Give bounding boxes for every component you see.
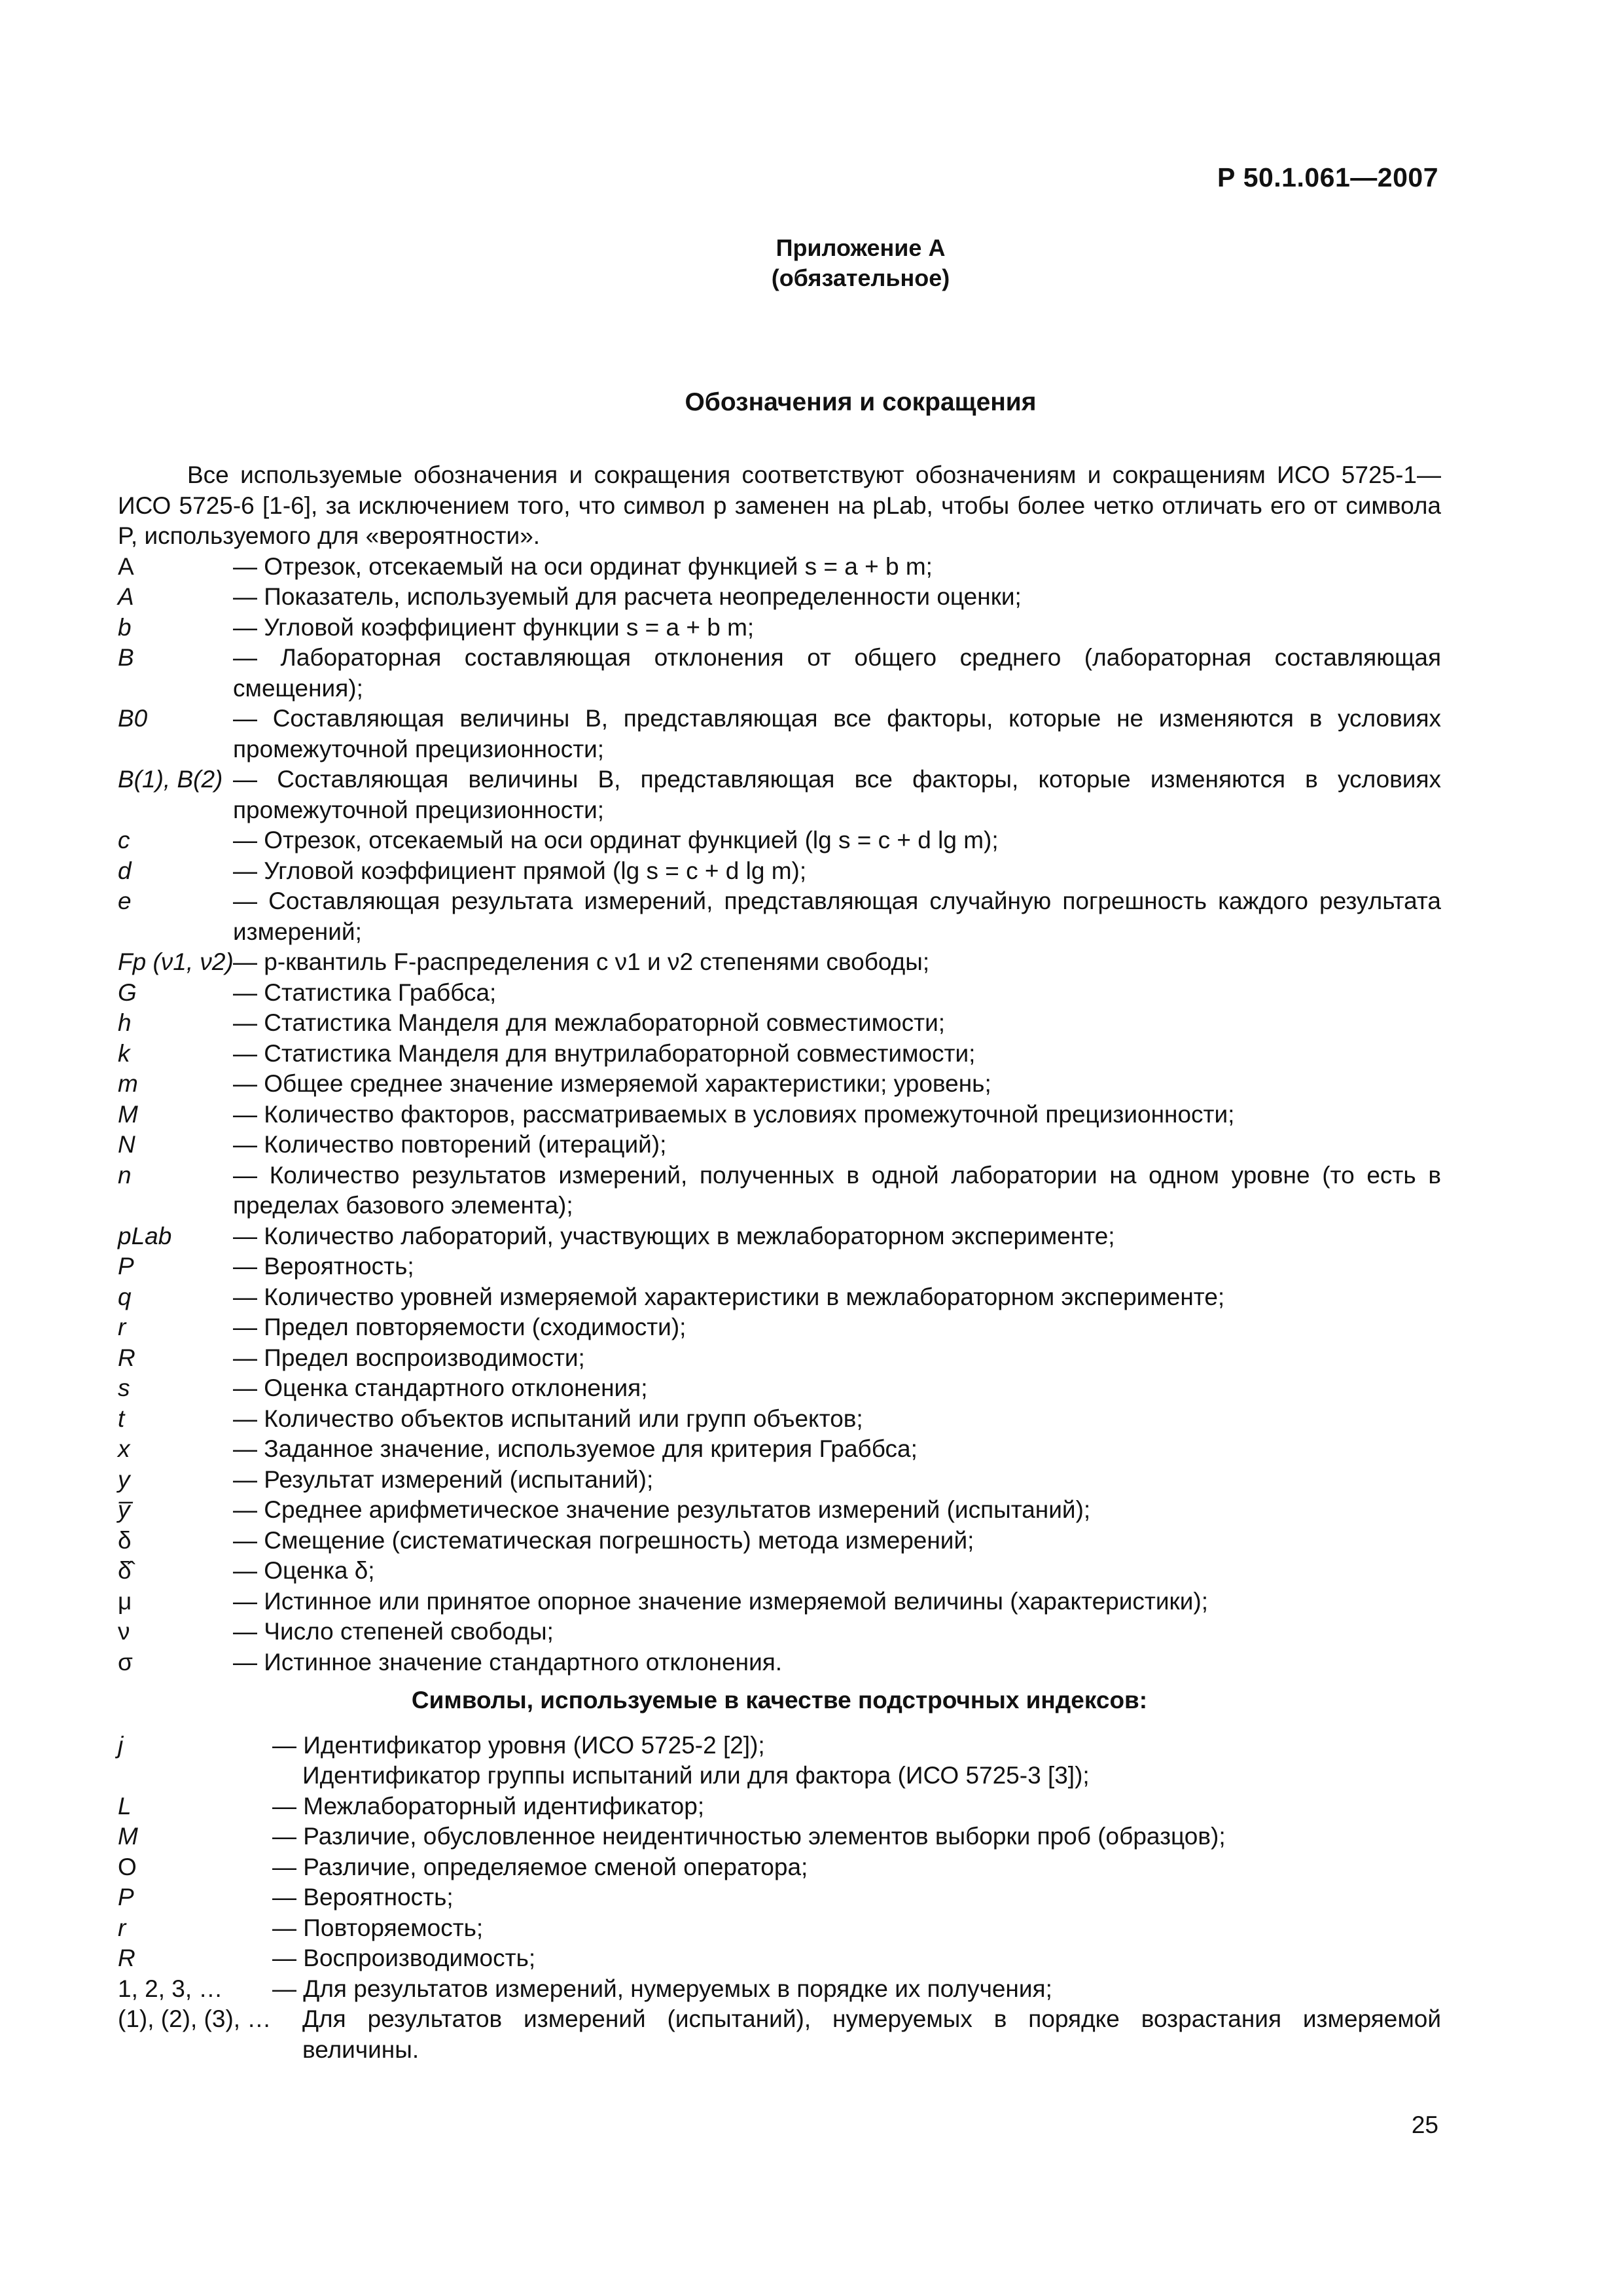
subscript-row	[118, 2004, 1441, 2065]
definition-symbol: y̅	[118, 1496, 130, 1523]
subscript-symbol: O	[118, 1853, 137, 1880]
definition-row	[118, 1434, 1441, 1465]
definition-description: — Количество факторов, рассматриваемых в условиях промежуточной прецизионности;	[233, 1100, 1441, 1130]
definition-row	[118, 1069, 1441, 1100]
definition-description: — Общее среднее значение измеряемой характеристики; уровень;	[233, 1069, 1441, 1100]
subscript-description: Для результатов измерений (испытаний), нумеруемых в порядке возрастания измеряемой величины.	[302, 2005, 1441, 2063]
subscript-symbol: L	[118, 1792, 132, 1820]
document-body	[118, 460, 1441, 2065]
subscript-row	[118, 1821, 1441, 1852]
definition-row	[118, 1312, 1441, 1343]
section-title: Обозначения и сокращения	[685, 388, 1037, 416]
definition-symbol: x	[118, 1435, 130, 1462]
definition-symbol: pLab	[118, 1222, 172, 1249]
definition-description: — Отрезок, отсекаемый на оси ординат функцией (lg s = c + d lg m);	[233, 825, 1441, 856]
definition-description: — Истинное значение стандартного отклонения.	[233, 1647, 1441, 1678]
subscript-description: — Межлабораторный идентификатор;	[272, 1791, 1441, 1822]
intro-paragraph: Все используемые обозначения и сокращения соответствуют обозначениям и сокращениям ИСО 5725-1—ИСО 5725-6 [1-6], за исключением того, что символ p заменен на pLab, чтобы более четко отличать его от символа P, используемого для «вероятности».	[118, 461, 1441, 549]
annex-title: Приложение А	[776, 234, 946, 261]
subscript-description: — Вероятность;	[272, 1882, 1441, 1913]
definition-symbol: B0	[118, 705, 148, 732]
definition-description: — Отрезок, отсекаемый на оси ординат функцией s = a + b m;	[233, 552, 1441, 583]
definition-row	[118, 886, 1441, 947]
definition-row	[118, 643, 1441, 704]
subscripts-heading: Символы, используемые в качестве подстрочных индексов:	[411, 1687, 1148, 1713]
definition-symbol: s	[118, 1374, 130, 1401]
definition-symbol: σ	[118, 1648, 133, 1676]
definition-symbol: n	[118, 1161, 132, 1189]
definition-row	[118, 704, 1441, 764]
definition-description: — Количество лабораторий, участвующих в межлабораторном эксперименте;	[233, 1221, 1441, 1252]
page-number: 25	[1411, 2111, 1438, 2138]
subscript-description: — Воспроизводимость;	[272, 1943, 1441, 1974]
subscript-symbol: j	[118, 1731, 124, 1759]
definition-row	[118, 1647, 1441, 1678]
definition-description: — Заданное значение, используемое для критерия Граббса;	[233, 1434, 1441, 1465]
definition-description: — Статистика Граббса;	[233, 978, 1441, 1009]
definition-row	[118, 1008, 1441, 1039]
definitions-list	[118, 552, 1441, 1678]
subscript-symbol: 1, 2, 3, …	[118, 1975, 223, 2002]
definition-row	[118, 613, 1441, 643]
subscript-description: — Различие, обусловленное неидентичностью элементов выборки проб (образцов);	[272, 1821, 1441, 1852]
definition-symbol: δ	[118, 1526, 132, 1554]
subscript-row	[118, 1852, 1441, 1883]
definition-symbol: B	[118, 644, 134, 671]
subscript-description-extra: Идентификатор группы испытаний или для фактора (ИСО 5725-3 [3]);	[302, 1762, 1090, 1789]
definition-symbol: P	[118, 1253, 134, 1280]
definition-symbol: μ	[118, 1587, 132, 1615]
definition-row	[118, 764, 1441, 825]
definition-row	[118, 978, 1441, 1009]
subscript-symbol: M	[118, 1823, 138, 1850]
definition-symbol: h	[118, 1009, 132, 1036]
definition-description: — Количество объектов испытаний или групп объектов;	[233, 1404, 1441, 1435]
definition-row	[118, 1251, 1441, 1282]
subscript-row	[118, 1791, 1441, 1822]
subscript-description: — Идентификатор уровня (ИСО 5725-2 [2]);	[272, 1731, 1441, 1761]
definition-symbol: M	[118, 1100, 138, 1128]
definition-description: — Число степеней свободы;	[233, 1617, 1441, 1647]
definition-row	[118, 1404, 1441, 1435]
definition-description: — Статистика Манделя для внутрилабораторной совместимости;	[233, 1039, 1441, 1069]
subscript-symbol: P	[118, 1884, 134, 1910]
definition-symbol: G	[118, 978, 137, 1006]
subscript-row	[118, 1943, 1441, 1974]
definition-row	[118, 1100, 1441, 1130]
definition-description: — Лабораторная составляющая отклонения от общего среднего (лабораторная составляющая смещения);	[233, 643, 1441, 704]
definition-description: — Количество результатов измерений, полученных в одной лаборатории на одном уровне (то есть в пределах базового элемента);	[233, 1160, 1441, 1221]
definition-row	[118, 1282, 1441, 1313]
subscript-row	[118, 1913, 1441, 1944]
definition-row	[118, 856, 1441, 887]
definition-row	[118, 1039, 1441, 1069]
subscript-row	[118, 1974, 1441, 2005]
annex-heading	[0, 233, 1623, 293]
definition-description: — Статистика Манделя для межлабораторной совместимости;	[233, 1008, 1441, 1039]
definition-row	[118, 1495, 1441, 1526]
subscript-row	[118, 1882, 1441, 1913]
standard-number: Р 50.1.061—2007	[1217, 162, 1438, 192]
definition-symbol: q	[118, 1283, 132, 1310]
definition-row	[118, 1221, 1441, 1252]
definition-description: — Результат измерений (испытаний);	[233, 1465, 1441, 1496]
definition-description: — Угловой коэффициент прямой (lg s = c + d lg m);	[233, 856, 1441, 887]
definition-symbol: e	[118, 888, 132, 914]
definition-description: — Оценка стандартного отклонения;	[233, 1373, 1441, 1404]
definition-symbol: ν	[118, 1618, 130, 1645]
definition-row	[118, 1465, 1441, 1496]
definition-row	[118, 1617, 1441, 1647]
subscript-symbol: R	[118, 1945, 135, 1971]
definition-row	[118, 1160, 1441, 1221]
definition-symbol: c	[118, 827, 130, 853]
definition-row	[118, 1556, 1441, 1587]
definition-symbol: R	[118, 1344, 135, 1371]
definition-description: — Составляющая результата измерений, представляющая случайную погрешность каждого результата измерений;	[233, 886, 1441, 947]
annex-status: (обязательное)	[771, 264, 950, 291]
definition-symbol: N	[118, 1131, 135, 1158]
definition-symbol: Fp (ν1, ν2)	[118, 948, 234, 975]
definition-symbol: A	[118, 552, 134, 580]
definition-symbol: B(1), B(2)	[118, 766, 223, 793]
definition-row	[118, 825, 1441, 856]
subscript-symbol: r	[118, 1914, 126, 1941]
definition-description: — Истинное или принятое опорное значение измеряемой величины (характеристики);	[233, 1587, 1441, 1617]
definition-description: — Предел воспроизводимости;	[233, 1343, 1441, 1374]
definition-row	[118, 947, 1441, 978]
definition-symbol: k	[118, 1039, 130, 1067]
subscript-description: — Для результатов измерений, нумеруемых в порядке их получения;	[272, 1974, 1441, 2005]
definition-row	[118, 1526, 1441, 1556]
definition-row	[118, 1130, 1441, 1160]
definition-symbol: t	[118, 1405, 125, 1432]
definition-description: — Предел повторяемости (сходимости);	[233, 1312, 1441, 1343]
subscript-symbol: (1), (2), (3), …	[118, 2005, 272, 2032]
definition-description: — Количество повторений (итераций);	[233, 1130, 1441, 1160]
definition-symbol: m	[118, 1070, 138, 1097]
definition-symbol: δ̂	[118, 1557, 132, 1584]
definition-description: — Оценка δ;	[233, 1556, 1441, 1587]
definition-row	[118, 1373, 1441, 1404]
definition-description: — Среднее арифметическое значение результатов измерений (испытаний);	[233, 1495, 1441, 1526]
definition-row	[118, 1343, 1441, 1374]
definition-description: — p-квантиль F-распределения с ν1 и ν2 степенями свободы;	[233, 947, 1441, 978]
definition-description: — Вероятность;	[233, 1251, 1441, 1282]
definition-description: — Количество уровней измеряемой характеристики в межлабораторном эксперименте;	[233, 1282, 1441, 1313]
definition-row	[118, 552, 1441, 583]
definition-symbol: y	[118, 1465, 130, 1493]
definition-description: — Угловой коэффициент функции s = a + b m;	[233, 613, 1441, 643]
definition-symbol: A	[118, 583, 134, 610]
definition-symbol: d	[118, 857, 132, 884]
definition-description: — Смещение (систематическая погрешность) метода измерений;	[233, 1526, 1441, 1556]
subscript-description: — Повторяемость;	[272, 1913, 1441, 1944]
subscripts-list	[118, 1731, 1441, 2066]
subscript-row	[118, 1731, 1441, 1791]
definition-description: — Составляющая величины B, представляющая все факторы, которые не изменяются в условиях промежуточной прецизионности;	[233, 704, 1441, 764]
definition-symbol: b	[118, 613, 132, 641]
definition-row	[118, 582, 1441, 613]
definition-description: — Составляющая величины B, представляющая все факторы, которые изменяются в условиях промежуточной прецизионности;	[233, 764, 1441, 825]
definition-description: — Показатель, используемый для расчета неопределенности оценки;	[233, 582, 1441, 613]
subscript-description: — Различие, определяемое сменой оператора;	[272, 1852, 1441, 1883]
definition-symbol: r	[118, 1314, 126, 1340]
definition-row	[118, 1587, 1441, 1617]
